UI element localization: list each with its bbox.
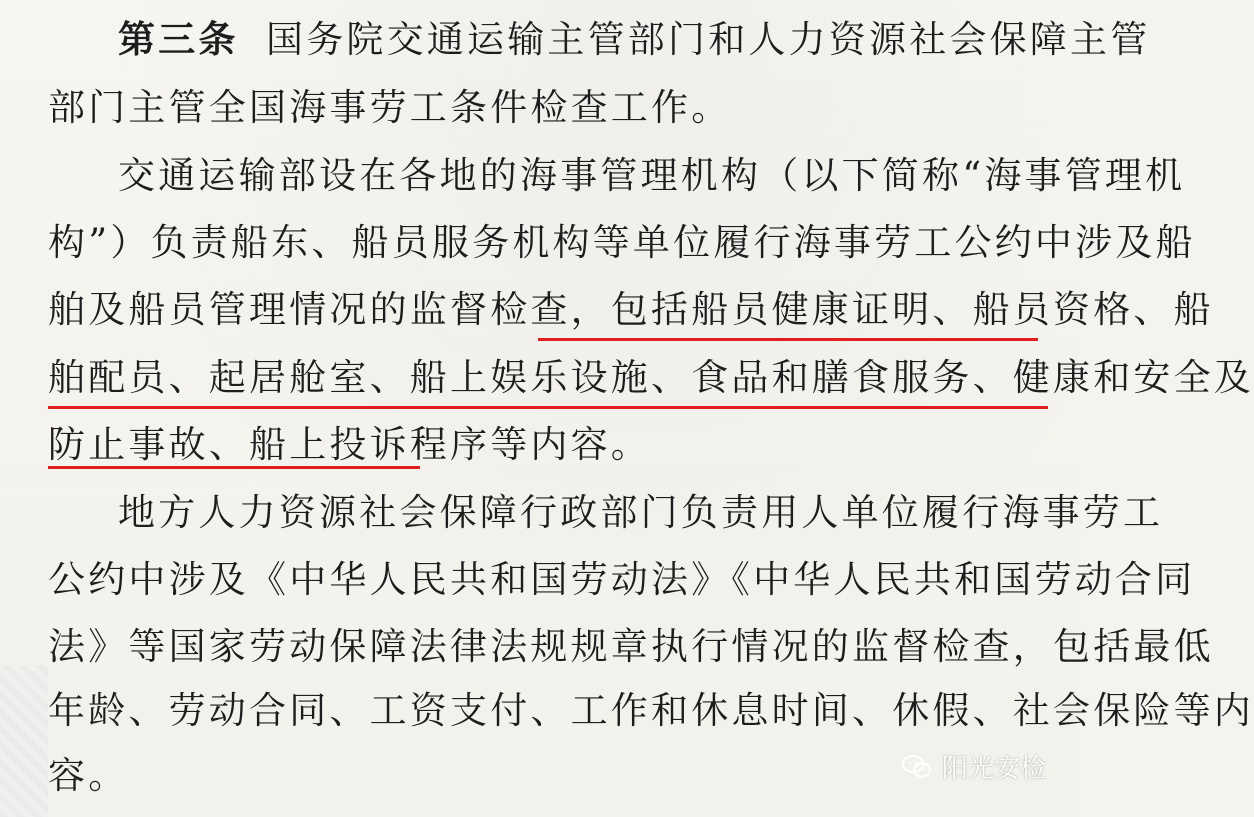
paragraph-line: 法》等国家劳动保障法律法规规章执行情况的监督检查，包括最低 [48, 625, 1214, 668]
page-edge-shadow [0, 665, 48, 817]
watermark [902, 748, 1046, 785]
paragraph-line: 舶配员、起居舱室、船上娱乐设施、食品和膳食服务、健康和安全及 [48, 356, 1254, 399]
paragraph-line: 部门主管全国海事劳工条件检查工作。 [48, 86, 732, 129]
highlight-underline [48, 406, 1048, 409]
paragraph-line: 交通运输部设在各地的海事管理机构（以下简称“海事管理机 [118, 154, 1186, 197]
paragraph-line: 地方人力资源社会保障行政部门负责用人单位履行海事劳工 [118, 491, 1164, 534]
article-heading: 第三条 [118, 17, 239, 61]
watermark-text: 阳光安检 [941, 754, 1046, 784]
article-heading-line [118, 17, 239, 61]
paragraph-line: 舶及船员管理情况的监督检查，包括船员健康证明、船员资格、船 [48, 288, 1214, 331]
paragraph-line: 构”）负责船东、船员服务机构等单位履行海事劳工公约中涉及船 [48, 221, 1196, 264]
highlight-underline [538, 338, 1038, 341]
highlight-underline [48, 466, 420, 469]
paragraph-line: 公约中涉及《中华人民共和国劳动法》《中华人民共和国劳动合同 [48, 558, 1196, 601]
paragraph-line: 年龄、劳动合同、工资支付、工作和休息时间、休假、社会保险等内 [48, 689, 1254, 732]
paragraph-line: 国务院交通运输主管部门和人力资源社会保障主管 [266, 18, 1151, 61]
paragraph-line: 容。 [48, 754, 129, 797]
wechat-icon [902, 755, 932, 779]
paragraph-line: 防止事故、船上投诉程序等内容。 [48, 423, 651, 466]
